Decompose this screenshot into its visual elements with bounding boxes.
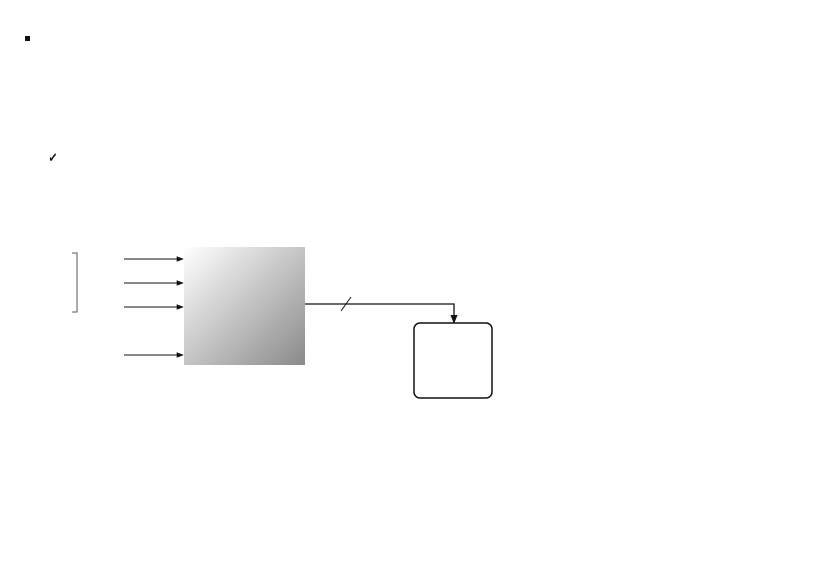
logic-box — [184, 247, 305, 365]
die-face — [414, 323, 492, 398]
range-bracket — [72, 253, 77, 312]
output-bus — [305, 304, 454, 323]
